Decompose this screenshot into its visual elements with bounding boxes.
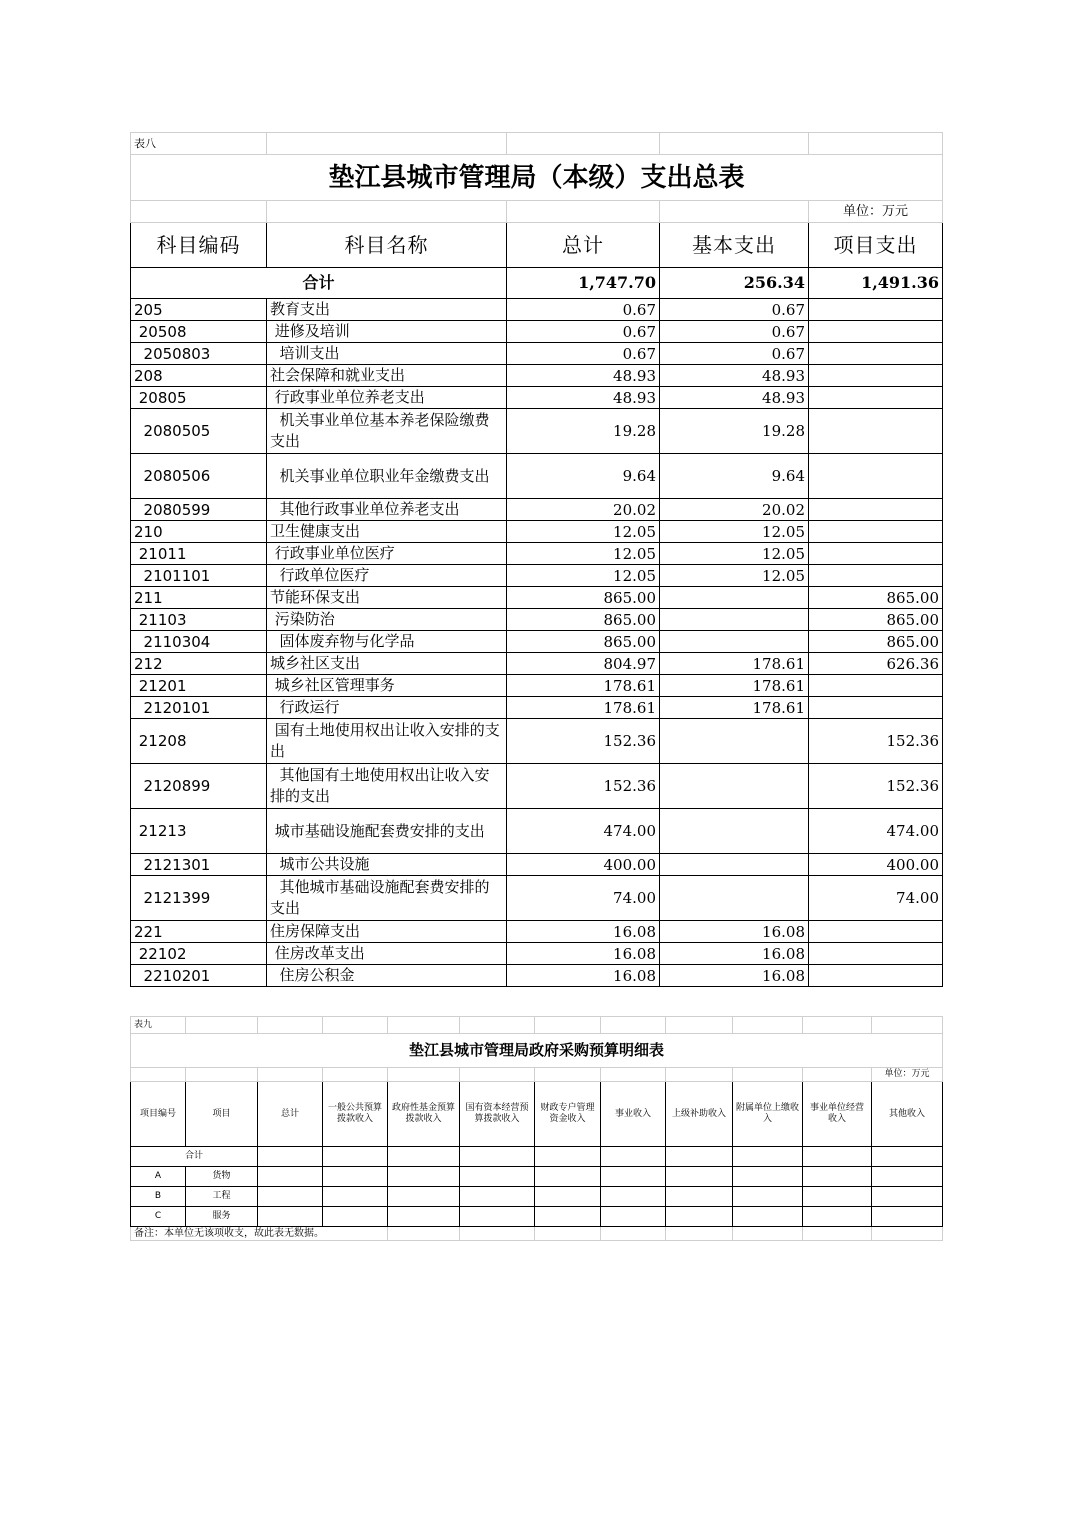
- empty-cell: [601, 1167, 666, 1187]
- row-project: [809, 965, 943, 987]
- row-total: 865.00: [507, 609, 660, 631]
- subject-name: 其他国有土地使用权出让收入安排的支出: [267, 764, 507, 809]
- row-project: [809, 387, 943, 409]
- subject-code: 2080505: [131, 409, 267, 454]
- empty-cell: [872, 1187, 943, 1207]
- subject-name: 住房保障支出: [267, 921, 507, 943]
- row-total: 16.08: [507, 965, 660, 987]
- subject-name: 行政事业单位医疗: [267, 543, 507, 565]
- table-row: [131, 299, 943, 321]
- row-total: 400.00: [507, 854, 660, 876]
- table-row: [131, 387, 943, 409]
- subject-name: 城市公共设施: [267, 854, 507, 876]
- table-title: 垫江县城市管理局政府采购预算明细表: [131, 1034, 943, 1068]
- row-basic: 178.61: [660, 653, 809, 675]
- subject-code: 2120899: [131, 764, 267, 809]
- row-project: [809, 521, 943, 543]
- subject-name: 培训支出: [267, 343, 507, 365]
- table-row: [131, 854, 943, 876]
- table-row: [131, 321, 943, 343]
- row-basic: 9.64: [660, 454, 809, 499]
- row-project: [809, 343, 943, 365]
- table-row: [131, 943, 943, 965]
- header-total: 总计: [507, 223, 660, 268]
- table-row: [131, 809, 943, 854]
- subject-name: 其他行政事业单位养老支出: [267, 499, 507, 521]
- subject-name: 住房公积金: [267, 965, 507, 987]
- empty-cell: [535, 1187, 601, 1207]
- subject-code: 21201: [131, 675, 267, 697]
- table-row: [131, 609, 943, 631]
- column-header: 上级补助收入: [666, 1082, 733, 1147]
- empty-cell: [460, 1207, 535, 1227]
- table-note: 备注：本单位无该项收支，故此表无数据。: [131, 1227, 388, 1241]
- row-basic: [660, 764, 809, 809]
- subject-code: 211: [131, 587, 267, 609]
- table-row: [131, 1167, 943, 1187]
- row-basic: 12.05: [660, 543, 809, 565]
- row-project: [809, 697, 943, 719]
- row-total: 804.97: [507, 653, 660, 675]
- total-label: 合计: [131, 268, 507, 299]
- row-total: 48.93: [507, 387, 660, 409]
- row-total: 152.36: [507, 764, 660, 809]
- row-total: 19.28: [507, 409, 660, 454]
- subject-name: 其他城市基础设施配套费安排的支出: [267, 876, 507, 921]
- subject-code: 210: [131, 521, 267, 543]
- row-basic: 0.67: [660, 321, 809, 343]
- subject-code: 221: [131, 921, 267, 943]
- row-total: 16.08: [507, 943, 660, 965]
- row-basic: 48.93: [660, 365, 809, 387]
- table-row: [131, 587, 943, 609]
- row-basic: [660, 809, 809, 854]
- row-basic: 20.02: [660, 499, 809, 521]
- empty-cell: [666, 1187, 733, 1207]
- row-basic: 0.67: [660, 299, 809, 321]
- table-row: [131, 409, 943, 454]
- item-name: 货物: [186, 1167, 258, 1187]
- subject-name: 机关事业单位基本养老保险缴费支出: [267, 409, 507, 454]
- empty-cell: [258, 1167, 323, 1187]
- subject-code: 2121301: [131, 854, 267, 876]
- row-basic: 178.61: [660, 697, 809, 719]
- column-header: 国有资本经营预算拨款收入: [460, 1082, 535, 1147]
- row-project: [809, 409, 943, 454]
- subject-name: 污染防治: [267, 609, 507, 631]
- subject-code: 208: [131, 365, 267, 387]
- table-row: [131, 675, 943, 697]
- row-project: 152.36: [809, 764, 943, 809]
- row-basic: 19.28: [660, 409, 809, 454]
- subject-code: 21208: [131, 719, 267, 764]
- empty-cell: [872, 1167, 943, 1187]
- table-row: [131, 764, 943, 809]
- row-project: 865.00: [809, 587, 943, 609]
- row-project: 152.36: [809, 719, 943, 764]
- table-row: [131, 921, 943, 943]
- table-row: [131, 365, 943, 387]
- empty-cell: [872, 1207, 943, 1227]
- header-basic: 基本支出: [660, 223, 809, 268]
- row-basic: 12.05: [660, 565, 809, 587]
- subject-code: 2210201: [131, 965, 267, 987]
- empty-cell: [258, 1207, 323, 1227]
- row-basic: [660, 876, 809, 921]
- empty-cell: [323, 1207, 388, 1227]
- row-total: 474.00: [507, 809, 660, 854]
- row-basic: 48.93: [660, 387, 809, 409]
- table-row: [131, 343, 943, 365]
- empty-cell: [535, 1167, 601, 1187]
- empty-cell: [388, 1187, 460, 1207]
- row-total: 74.00: [507, 876, 660, 921]
- empty-cell: [666, 1167, 733, 1187]
- column-header: 事业单位经营收入: [803, 1082, 872, 1147]
- row-basic: [660, 719, 809, 764]
- row-total: 865.00: [507, 587, 660, 609]
- subject-code: 22102: [131, 943, 267, 965]
- empty-cell: [258, 1187, 323, 1207]
- row-total: 0.67: [507, 321, 660, 343]
- subject-code: 2101101: [131, 565, 267, 587]
- subject-name: 住房改革支出: [267, 943, 507, 965]
- row-basic: [660, 609, 809, 631]
- empty-cell: [460, 1167, 535, 1187]
- row-basic: 16.08: [660, 943, 809, 965]
- row-project: 74.00: [809, 876, 943, 921]
- subject-code: 2080599: [131, 499, 267, 521]
- table-caption: 表八: [131, 133, 267, 155]
- row-project: 865.00: [809, 609, 943, 631]
- subject-name: 卫生健康支出: [267, 521, 507, 543]
- empty-cell: [388, 1207, 460, 1227]
- subject-name: 城乡社区支出: [267, 653, 507, 675]
- row-total: 12.05: [507, 521, 660, 543]
- header-code: 科目编码: [131, 223, 267, 268]
- subject-code: 20508: [131, 321, 267, 343]
- empty-cell: [601, 1207, 666, 1227]
- total-basic: 256.34: [660, 268, 809, 299]
- empty-cell: [803, 1207, 872, 1227]
- item-name: 服务: [186, 1207, 258, 1227]
- column-header: 事业收入: [601, 1082, 666, 1147]
- empty-cell: [733, 1207, 803, 1227]
- subject-code: 20805: [131, 387, 267, 409]
- row-basic: 16.08: [660, 921, 809, 943]
- table-row: [131, 697, 943, 719]
- row-basic: 12.05: [660, 521, 809, 543]
- subject-code: 21213: [131, 809, 267, 854]
- unit-label: 单位：万元: [872, 1068, 943, 1082]
- subject-name: 行政事业单位养老支出: [267, 387, 507, 409]
- row-basic: [660, 854, 809, 876]
- row-project: 865.00: [809, 631, 943, 653]
- empty-cell: [388, 1167, 460, 1187]
- row-total: 0.67: [507, 343, 660, 365]
- row-total: 0.67: [507, 299, 660, 321]
- row-total: 178.61: [507, 675, 660, 697]
- row-total: 20.02: [507, 499, 660, 521]
- item-code: B: [131, 1187, 186, 1207]
- table-row: [131, 543, 943, 565]
- subject-code: 205: [131, 299, 267, 321]
- empty-cell: [803, 1167, 872, 1187]
- table-title: 垫江县城市管理局（本级）支出总表: [131, 155, 943, 201]
- header-project: 项目支出: [809, 223, 943, 268]
- total-project: 1,491.36: [809, 268, 943, 299]
- table-row: [131, 565, 943, 587]
- subject-name: 行政单位医疗: [267, 565, 507, 587]
- total-row: [131, 1147, 943, 1167]
- row-total: 865.00: [507, 631, 660, 653]
- row-project: [809, 299, 943, 321]
- total-row: [131, 268, 943, 299]
- subject-name: 城市基础设施配套费安排的支出: [267, 809, 507, 854]
- empty-cell: [601, 1187, 666, 1207]
- row-project: [809, 454, 943, 499]
- column-header: 总计: [258, 1082, 323, 1147]
- item-code: C: [131, 1207, 186, 1227]
- table-row: [131, 1207, 943, 1227]
- empty-cell: [460, 1187, 535, 1207]
- column-header: 政府性基金预算拨款收入: [388, 1082, 460, 1147]
- row-project: [809, 921, 943, 943]
- table-row: [131, 965, 943, 987]
- row-total: 12.05: [507, 565, 660, 587]
- column-header: 附属单位上缴收入: [733, 1082, 803, 1147]
- row-project: 474.00: [809, 809, 943, 854]
- row-basic: [660, 631, 809, 653]
- column-header: 其他收入: [872, 1082, 943, 1147]
- row-project: [809, 943, 943, 965]
- subject-name: 国有土地使用权出让收入安排的支出: [267, 719, 507, 764]
- subject-name: 节能环保支出: [267, 587, 507, 609]
- column-header: 财政专户管理资金收入: [535, 1082, 601, 1147]
- subject-name: 固体废弃物与化学品: [267, 631, 507, 653]
- table-row: [131, 653, 943, 675]
- total-sum: 1,747.70: [507, 268, 660, 299]
- row-total: 12.05: [507, 543, 660, 565]
- table-row: [131, 1187, 943, 1207]
- table-row: [131, 719, 943, 764]
- subject-name: 行政运行: [267, 697, 507, 719]
- row-total: 48.93: [507, 365, 660, 387]
- row-project: [809, 365, 943, 387]
- subject-name: 社会保障和就业支出: [267, 365, 507, 387]
- row-basic: 16.08: [660, 965, 809, 987]
- table-caption: 表九: [131, 1017, 186, 1034]
- subject-code: 2121399: [131, 876, 267, 921]
- row-project: [809, 321, 943, 343]
- expenditure-summary-table: [130, 132, 943, 987]
- empty-cell: [666, 1207, 733, 1227]
- row-total: 16.08: [507, 921, 660, 943]
- subject-name: 城乡社区管理事务: [267, 675, 507, 697]
- row-project: 400.00: [809, 854, 943, 876]
- column-header: 一般公共预算拨款收入: [323, 1082, 388, 1147]
- item-name: 工程: [186, 1187, 258, 1207]
- subject-code: 2120101: [131, 697, 267, 719]
- subject-name: 机关事业单位职业年金缴费支出: [267, 454, 507, 499]
- empty-cell: [733, 1187, 803, 1207]
- row-project: [809, 499, 943, 521]
- header-name: 科目名称: [267, 223, 507, 268]
- row-total: 178.61: [507, 697, 660, 719]
- item-code: A: [131, 1167, 186, 1187]
- subject-name: 进修及培训: [267, 321, 507, 343]
- unit-label: 单位：万元: [809, 201, 943, 223]
- subject-code: 21011: [131, 543, 267, 565]
- row-project: [809, 675, 943, 697]
- empty-cell: [323, 1167, 388, 1187]
- row-project: [809, 565, 943, 587]
- subject-code: 2110304: [131, 631, 267, 653]
- row-basic: 0.67: [660, 343, 809, 365]
- procurement-budget-table: [130, 1016, 943, 1241]
- table-row: [131, 499, 943, 521]
- subject-code: 212: [131, 653, 267, 675]
- total-label: 合计: [131, 1147, 258, 1167]
- column-header: 项目编号: [131, 1082, 186, 1147]
- row-basic: 178.61: [660, 675, 809, 697]
- empty-cell: [323, 1187, 388, 1207]
- empty-cell: [803, 1187, 872, 1207]
- subject-code: 2050803: [131, 343, 267, 365]
- subject-code: 2080506: [131, 454, 267, 499]
- row-project: [809, 543, 943, 565]
- table-row: [131, 454, 943, 499]
- table-row: [131, 876, 943, 921]
- empty-cell: [535, 1207, 601, 1227]
- subject-code: 21103: [131, 609, 267, 631]
- column-header: 项目: [186, 1082, 258, 1147]
- empty-cell: [733, 1167, 803, 1187]
- table-row: [131, 631, 943, 653]
- row-basic: [660, 587, 809, 609]
- row-project: 626.36: [809, 653, 943, 675]
- row-total: 152.36: [507, 719, 660, 764]
- subject-name: 教育支出: [267, 299, 507, 321]
- table-row: [131, 521, 943, 543]
- row-total: 9.64: [507, 454, 660, 499]
